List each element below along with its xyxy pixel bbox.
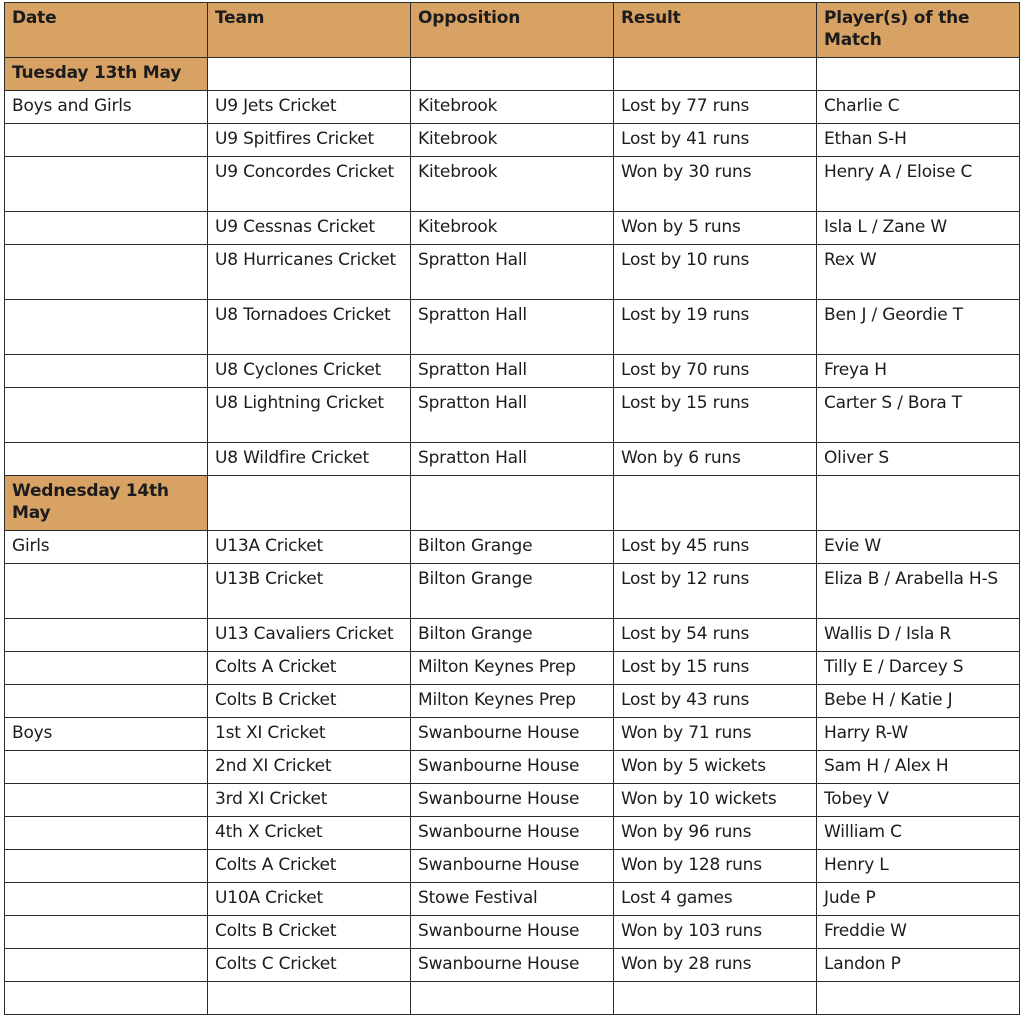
results-table <box>4 2 1020 1015</box>
team-cell: U9 Concordes Cricket <box>208 157 411 212</box>
table-row <box>5 619 1020 652</box>
table-row <box>5 784 1020 817</box>
date-header-row <box>5 58 1020 91</box>
team-cell: Colts C Cricket <box>208 949 411 982</box>
date-cell <box>5 619 208 652</box>
team-cell: 3rd XI Cricket <box>208 784 411 817</box>
result-cell <box>614 476 817 531</box>
date-cell <box>5 245 208 300</box>
player-cell <box>817 982 1020 1015</box>
result-cell: Lost by 54 runs <box>614 619 817 652</box>
player-cell: Jude P <box>817 883 1020 916</box>
result-cell: Won by 28 runs <box>614 949 817 982</box>
table-row <box>5 355 1020 388</box>
team-cell: 2nd XI Cricket <box>208 751 411 784</box>
opposition-cell: Milton Keynes Prep <box>411 652 614 685</box>
player-cell <box>817 476 1020 531</box>
table-row <box>5 718 1020 751</box>
opposition-cell: Stowe Festival <box>411 883 614 916</box>
date-cell <box>5 124 208 157</box>
result-cell: Won by 5 runs <box>614 212 817 245</box>
date-cell <box>5 652 208 685</box>
team-cell: U13A Cricket <box>208 531 411 564</box>
opposition-cell: Bilton Grange <box>411 531 614 564</box>
date-cell: Boys <box>5 718 208 751</box>
opposition-cell: Kitebrook <box>411 91 614 124</box>
result-cell: Lost by 77 runs <box>614 91 817 124</box>
result-cell: Won by 5 wickets <box>614 751 817 784</box>
opposition-cell: Kitebrook <box>411 157 614 212</box>
result-cell: Lost by 43 runs <box>614 685 817 718</box>
team-cell: U8 Tornadoes Cricket <box>208 300 411 355</box>
date-cell <box>5 817 208 850</box>
team-cell: Colts B Cricket <box>208 685 411 718</box>
table-row <box>5 212 1020 245</box>
empty-row <box>5 982 1020 1015</box>
player-cell: Landon P <box>817 949 1020 982</box>
player-cell: Henry A / Eloise C <box>817 157 1020 212</box>
opposition-cell: Swanbourne House <box>411 817 614 850</box>
date-cell: Girls <box>5 531 208 564</box>
team-cell: U9 Jets Cricket <box>208 91 411 124</box>
player-cell: Oliver S <box>817 443 1020 476</box>
opposition-cell: Bilton Grange <box>411 564 614 619</box>
result-cell: Won by 96 runs <box>614 817 817 850</box>
date-cell <box>5 850 208 883</box>
table-row <box>5 124 1020 157</box>
result-cell: Lost by 70 runs <box>614 355 817 388</box>
player-cell: Tobey V <box>817 784 1020 817</box>
table-row <box>5 300 1020 355</box>
date-cell <box>5 355 208 388</box>
date-cell <box>5 388 208 443</box>
table-row <box>5 157 1020 212</box>
date-cell <box>5 300 208 355</box>
opposition-cell <box>411 58 614 91</box>
date-cell <box>5 949 208 982</box>
opposition-cell: Kitebrook <box>411 212 614 245</box>
opposition-cell: Swanbourne House <box>411 916 614 949</box>
player-cell: Tilly E / Darcey S <box>817 652 1020 685</box>
date-header-row <box>5 476 1020 531</box>
player-cell: Ethan S-H <box>817 124 1020 157</box>
opposition-cell: Bilton Grange <box>411 619 614 652</box>
player-cell: Sam H / Alex H <box>817 751 1020 784</box>
date-cell: Boys and Girls <box>5 91 208 124</box>
table-row <box>5 388 1020 443</box>
player-cell: Henry L <box>817 850 1020 883</box>
header-row <box>5 3 1020 58</box>
team-cell: U8 Lightning Cricket <box>208 388 411 443</box>
result-cell <box>614 982 817 1015</box>
result-cell: Lost by 19 runs <box>614 300 817 355</box>
player-cell: Rex W <box>817 245 1020 300</box>
team-cell: Colts B Cricket <box>208 916 411 949</box>
team-cell: 1st XI Cricket <box>208 718 411 751</box>
header-opposition: Opposition <box>411 3 614 58</box>
opposition-cell: Spratton Hall <box>411 355 614 388</box>
opposition-cell: Spratton Hall <box>411 443 614 476</box>
result-cell: Lost by 12 runs <box>614 564 817 619</box>
table-row <box>5 91 1020 124</box>
table-row <box>5 531 1020 564</box>
header-team: Team <box>208 3 411 58</box>
team-cell: 4th X Cricket <box>208 817 411 850</box>
opposition-cell: Spratton Hall <box>411 388 614 443</box>
result-cell: Lost by 10 runs <box>614 245 817 300</box>
table-row <box>5 883 1020 916</box>
team-cell <box>208 58 411 91</box>
team-cell: U8 Wildfire Cricket <box>208 443 411 476</box>
player-cell: Wallis D / Isla R <box>817 619 1020 652</box>
team-cell: U10A Cricket <box>208 883 411 916</box>
opposition-cell: Swanbourne House <box>411 949 614 982</box>
team-cell: Colts A Cricket <box>208 850 411 883</box>
table-row <box>5 916 1020 949</box>
opposition-cell: Kitebrook <box>411 124 614 157</box>
result-cell: Won by 6 runs <box>614 443 817 476</box>
result-cell: Won by 10 wickets <box>614 784 817 817</box>
table-row <box>5 245 1020 300</box>
table-row <box>5 564 1020 619</box>
player-cell: Isla L / Zane W <box>817 212 1020 245</box>
date-cell <box>5 916 208 949</box>
player-cell: Ben J / Geordie T <box>817 300 1020 355</box>
opposition-cell: Swanbourne House <box>411 850 614 883</box>
table-row <box>5 652 1020 685</box>
date-cell <box>5 883 208 916</box>
result-cell <box>614 58 817 91</box>
result-cell: Lost by 41 runs <box>614 124 817 157</box>
result-cell: Lost by 15 runs <box>614 652 817 685</box>
table-row <box>5 817 1020 850</box>
team-cell <box>208 476 411 531</box>
header-date: Date <box>5 3 208 58</box>
opposition-cell: Milton Keynes Prep <box>411 685 614 718</box>
opposition-cell: Swanbourne House <box>411 784 614 817</box>
table-body <box>5 58 1020 1015</box>
opposition-cell: Swanbourne House <box>411 718 614 751</box>
opposition-cell: Spratton Hall <box>411 300 614 355</box>
result-cell: Won by 30 runs <box>614 157 817 212</box>
date-cell <box>5 212 208 245</box>
player-cell: Evie W <box>817 531 1020 564</box>
table-row <box>5 443 1020 476</box>
player-cell: William C <box>817 817 1020 850</box>
date-cell: Tuesday 13th May <box>5 58 208 91</box>
player-cell: Freddie W <box>817 916 1020 949</box>
opposition-cell: Swanbourne House <box>411 751 614 784</box>
team-cell: U8 Hurricanes Cricket <box>208 245 411 300</box>
player-cell: Eliza B / Arabella H-S <box>817 564 1020 619</box>
player-cell: Harry R-W <box>817 718 1020 751</box>
header-player-of-match: Player(s) of the Match <box>817 3 1020 58</box>
date-cell <box>5 784 208 817</box>
player-cell: Carter S / Bora T <box>817 388 1020 443</box>
team-cell: U9 Spitfires Cricket <box>208 124 411 157</box>
header-result: Result <box>614 3 817 58</box>
date-cell <box>5 157 208 212</box>
date-cell <box>5 751 208 784</box>
table-row <box>5 751 1020 784</box>
result-cell: Lost by 45 runs <box>614 531 817 564</box>
date-cell <box>5 982 208 1015</box>
date-cell: Wednesday 14th May <box>5 476 208 531</box>
table-row <box>5 850 1020 883</box>
table-row <box>5 949 1020 982</box>
team-cell: Colts A Cricket <box>208 652 411 685</box>
team-cell <box>208 982 411 1015</box>
team-cell: U13B Cricket <box>208 564 411 619</box>
result-cell: Lost 4 games <box>614 883 817 916</box>
player-cell: Charlie C <box>817 91 1020 124</box>
result-cell: Won by 71 runs <box>614 718 817 751</box>
date-cell <box>5 564 208 619</box>
player-cell: Freya H <box>817 355 1020 388</box>
opposition-cell: Spratton Hall <box>411 245 614 300</box>
date-cell <box>5 685 208 718</box>
player-cell: Bebe H / Katie J <box>817 685 1020 718</box>
player-cell <box>817 58 1020 91</box>
result-cell: Lost by 15 runs <box>614 388 817 443</box>
date-cell <box>5 443 208 476</box>
team-cell: U8 Cyclones Cricket <box>208 355 411 388</box>
team-cell: U9 Cessnas Cricket <box>208 212 411 245</box>
result-cell: Won by 128 runs <box>614 850 817 883</box>
result-cell: Won by 103 runs <box>614 916 817 949</box>
opposition-cell <box>411 982 614 1015</box>
opposition-cell <box>411 476 614 531</box>
table-row <box>5 685 1020 718</box>
team-cell: U13 Cavaliers Cricket <box>208 619 411 652</box>
